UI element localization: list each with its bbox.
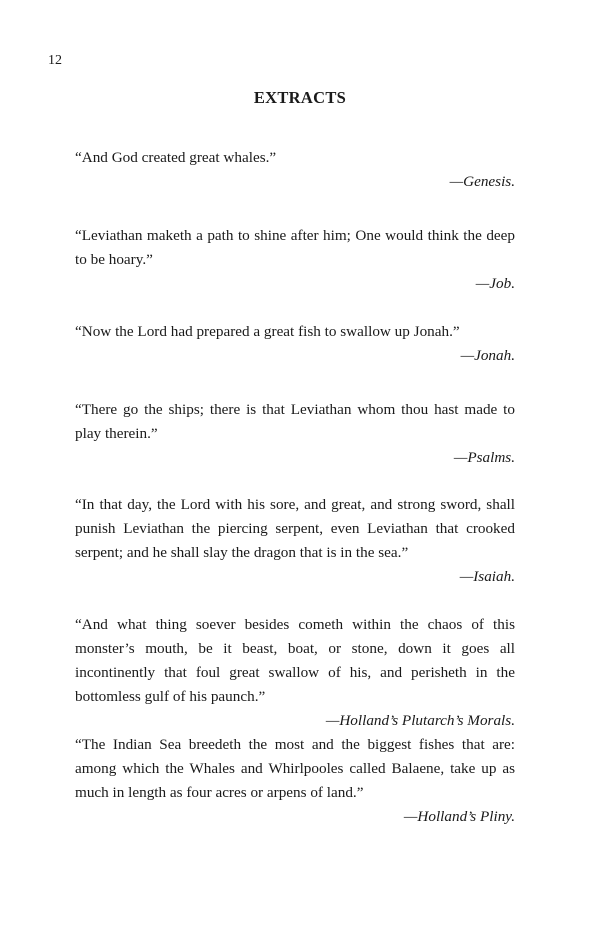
extract-source: —Isaiah. <box>459 568 515 585</box>
extract-quote: “Leviathan maketh a path to shine after him; One would think the deep to be hoary.” <box>75 227 515 268</box>
extract-source: —Genesis. <box>449 173 515 190</box>
extract-quote: “And God created great whales.” <box>75 149 277 166</box>
extract-isaiah <box>75 493 515 589</box>
extract-quote: “And what thing soever besides cometh within the chaos of this monster’s mouth, be it beast, boat, or stone, down it goes all incontinently that foul great swallow of his, and perisheth in the bottomless gulf of his paunch.” <box>75 616 515 705</box>
extract-job <box>75 224 515 296</box>
extract-genesis <box>75 146 515 194</box>
extract-quote: “Now the Lord had prepared a great fish to swallow up Jonah.” <box>75 323 460 340</box>
extract-source: —Job. <box>475 275 515 292</box>
extract-source: —Jonah. <box>460 347 515 364</box>
chapter-heading: EXTRACTS <box>253 88 347 107</box>
page-number: 12 <box>48 53 62 68</box>
extract-jonah <box>75 320 515 368</box>
extract-quote: “There go the ships; there is that Leviathan whom thou hast made to play therein.” <box>75 401 515 442</box>
extract-quote: “The Indian Sea breedeth the most and the biggest fishes that are: among which the Whales and Whirlpooles called Balaene, take up as much in length as four acres or arpens of land.” <box>75 736 515 801</box>
extract-quote: “In that day, the Lord with his sore, and great, and strong sword, shall punish Leviathan the piercing serpent, even Leviathan that crooked serpent; and he shall slay the dragon that is in the sea.” <box>75 496 515 561</box>
extract-source: —Psalms. <box>453 449 515 466</box>
extract-pliny <box>75 733 515 829</box>
extract-plutarch <box>75 613 515 733</box>
extract-psalms <box>75 398 515 470</box>
extract-source: —Holland’s Plutarch’s Morals. <box>325 712 515 729</box>
extract-source: —Holland’s Pliny. <box>403 808 515 825</box>
